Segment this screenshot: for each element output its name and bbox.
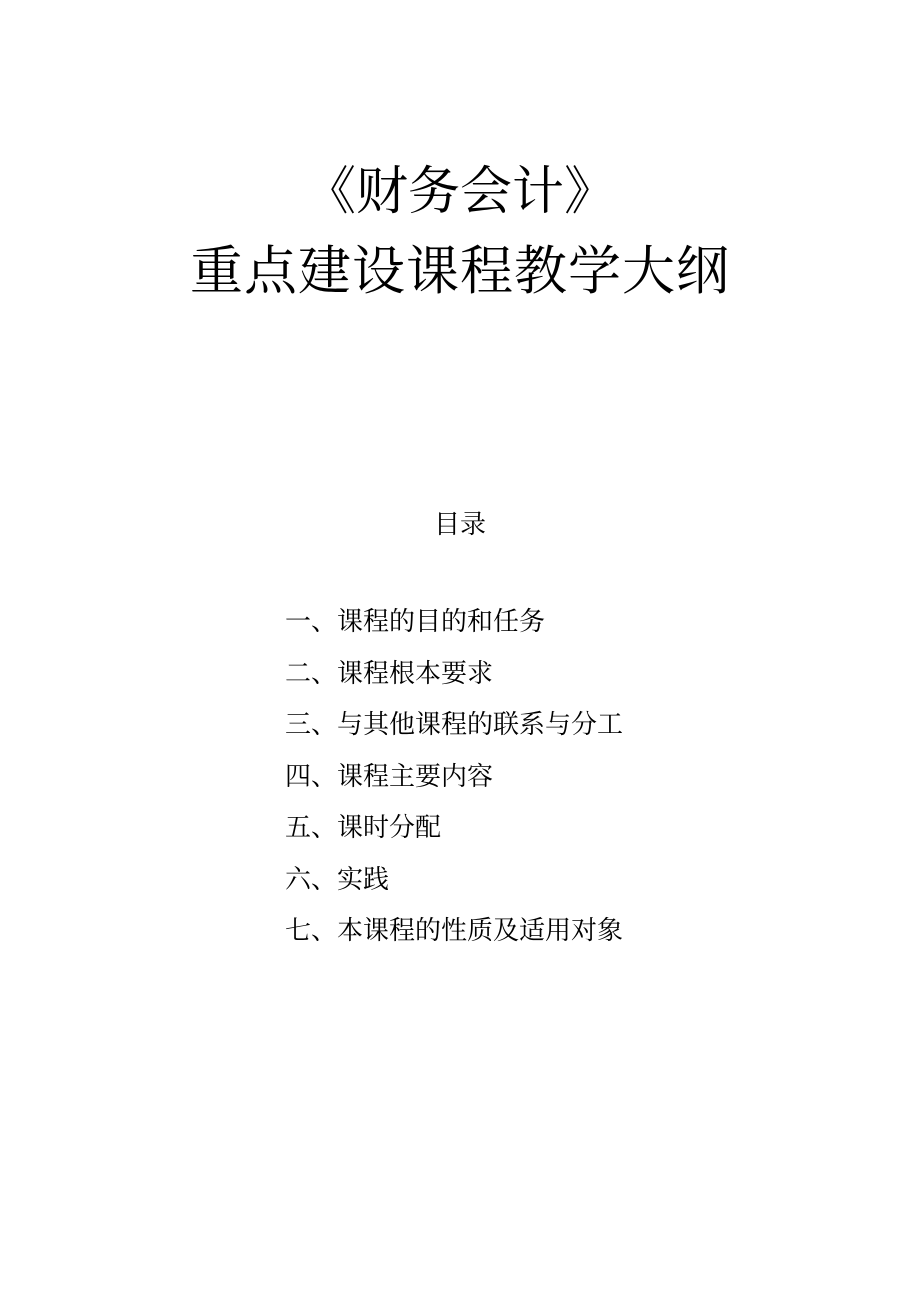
toc-item: 四、课程主要内容 xyxy=(285,761,494,792)
document-title-syllabus: 重点建设课程教学大纲 xyxy=(190,241,730,302)
document-title-course-name: 《财务会计》 xyxy=(303,162,616,222)
toc-list xyxy=(285,605,623,966)
toc-item: 六、实践 xyxy=(285,864,390,895)
toc-item: 一、课程的目的和任务 xyxy=(285,607,546,637)
toc-heading: 目录 xyxy=(433,510,486,540)
toc-item: 七、本课程的性质及适用对象 xyxy=(285,916,624,946)
toc-item: 二、课程根本要求 xyxy=(285,658,494,689)
toc-item: 五、课时分配 xyxy=(285,813,442,843)
toc-item: 三、与其他课程的联系与分工 xyxy=(285,710,624,740)
